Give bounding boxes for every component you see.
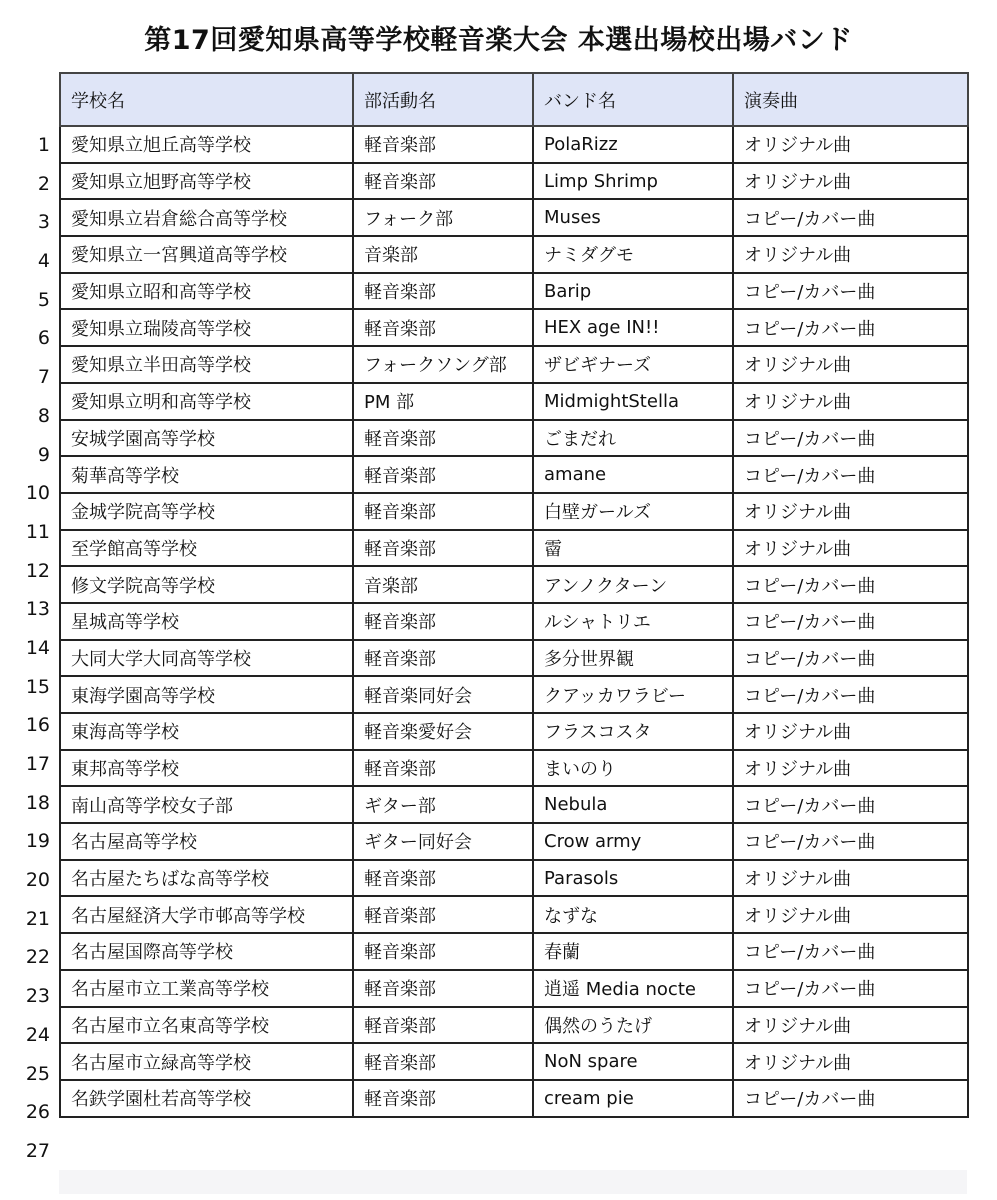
band-cell: Nebula [533,786,733,823]
club-cell: 軽音楽部 [353,970,533,1007]
table-row [60,309,968,346]
school-cell: 愛知県立一宮興道高等学校 [60,236,353,273]
school-cell: 名古屋たちばな高等学校 [60,860,353,897]
song-cell: コピー/カバー曲 [733,823,968,860]
row-number: 4 [37,250,50,273]
table-row [60,860,968,897]
table-row [60,786,968,823]
band-cell: cream pie [533,1080,733,1117]
row-number: 23 [25,985,50,1008]
song-cell: コピー/カバー曲 [733,676,968,713]
row-number: 27 [25,1139,50,1162]
school-cell: 安城学園高等学校 [60,420,353,457]
song-cell: オリジナル曲 [733,236,968,273]
song-cell: オリジナル曲 [733,896,968,933]
band-cell: クアッカワラビー [533,676,733,713]
song-cell: オリジナル曲 [733,750,968,787]
row-number: 19 [25,830,50,853]
school-cell: 星城高等学校 [60,603,353,640]
song-cell: コピー/カバー曲 [733,420,968,457]
band-cell: PolaRizz [533,126,733,163]
table-row [60,493,968,530]
club-cell: 軽音楽愛好会 [353,713,533,750]
band-cell: NoN spare [533,1043,733,1080]
club-cell: 軽音楽部 [353,456,533,493]
band-cell: 逍遥 Media nocte [533,970,733,1007]
footer-strip [59,1170,967,1194]
song-cell: オリジナル曲 [733,1007,968,1044]
song-cell: オリジナル曲 [733,163,968,200]
column-header-band: バンド名 [533,73,733,126]
table-row [60,603,968,640]
row-number: 22 [25,946,50,969]
table-row [60,346,968,383]
school-cell: 愛知県立旭野高等学校 [60,163,353,200]
club-cell: 軽音楽部 [353,1043,533,1080]
band-cell: フラスコスタ [533,713,733,750]
band-cell: Muses [533,199,733,236]
column-header-club: 部活動名 [353,73,533,126]
row-number: 21 [25,907,50,930]
table-row [60,933,968,970]
club-cell: 軽音楽部 [353,309,533,346]
school-cell: 名古屋市立緑高等学校 [60,1043,353,1080]
table-row [60,163,968,200]
song-cell: コピー/カバー曲 [733,199,968,236]
row-number: 8 [37,404,50,427]
school-cell: 名古屋市立名東高等学校 [60,1007,353,1044]
table-row [60,750,968,787]
row-number: 7 [37,366,50,389]
row-number: 12 [25,559,50,582]
song-cell: コピー/カバー曲 [733,603,968,640]
row-number: 1 [37,134,50,156]
song-cell: コピー/カバー曲 [733,273,968,310]
club-cell: 軽音楽部 [353,420,533,457]
row-number: 9 [37,443,50,466]
school-cell: 愛知県立岩倉総合高等学校 [60,199,353,236]
band-cell: まいのり [533,750,733,787]
column-header-song: 演奏曲 [733,73,968,126]
club-cell: ギター部 [353,786,533,823]
band-cell: 偶然のうたげ [533,1007,733,1044]
band-cell: 春蘭 [533,933,733,970]
column-header-school: 学校名 [60,73,353,126]
school-cell: 名古屋市立工業高等学校 [60,970,353,1007]
table-row [60,1080,968,1117]
club-cell: 音楽部 [353,236,533,273]
school-cell: 愛知県立旭丘高等学校 [60,126,353,163]
club-cell: 軽音楽部 [353,530,533,567]
page-title: 第17回愛知県高等学校軽音楽大会 本選出場校出場バンド [144,25,853,56]
club-cell: 軽音楽部 [353,163,533,200]
club-cell: 軽音楽部 [353,860,533,897]
row-number: 11 [25,520,50,543]
band-cell: Parasols [533,860,733,897]
row-number: 25 [25,1062,50,1085]
school-cell: 東海高等学校 [60,713,353,750]
club-cell: フォークソング部 [353,346,533,383]
song-cell: コピー/カバー曲 [733,456,968,493]
band-cell: 白壁ガールズ [533,493,733,530]
row-number: 20 [25,869,50,892]
song-cell: コピー/カバー曲 [733,933,968,970]
row-number: 17 [25,753,50,775]
school-cell: 東邦高等学校 [60,750,353,787]
school-cell: 修文学院高等学校 [60,566,353,603]
school-cell: 南山高等学校女子部 [60,786,353,823]
row-number: 5 [37,288,50,311]
song-cell: オリジナル曲 [733,346,968,383]
table-row [60,823,968,860]
band-cell: HEX age IN!! [533,309,733,346]
school-cell: 愛知県立昭和高等学校 [60,273,353,310]
song-cell: コピー/カバー曲 [733,786,968,823]
school-cell: 愛知県立瑞陵高等学校 [60,309,353,346]
bands-table [59,72,969,1118]
band-cell: 多分世界観 [533,640,733,677]
song-cell: オリジナル曲 [733,493,968,530]
club-cell: 軽音楽部 [353,603,533,640]
row-number-column [0,126,54,1171]
band-cell: 霤 [533,530,733,567]
club-cell: 軽音楽部 [353,640,533,677]
table-row [60,1043,968,1080]
song-cell: コピー/カバー曲 [733,1080,968,1117]
table-row [60,273,968,310]
band-cell: ごまだれ [533,420,733,457]
school-cell: 金城学院高等学校 [60,493,353,530]
song-cell: コピー/カバー曲 [733,640,968,677]
song-cell: コピー/カバー曲 [733,970,968,1007]
row-number: 6 [37,327,50,350]
school-cell: 至学館高等学校 [60,530,353,567]
table-row [60,970,968,1007]
band-cell: ナミダグモ [533,236,733,273]
club-cell: 音楽部 [353,566,533,603]
band-cell: なずな [533,896,733,933]
table-row [60,640,968,677]
song-cell: オリジナル曲 [733,383,968,420]
row-number: 16 [25,714,50,737]
band-cell: amane [533,456,733,493]
table-row [60,199,968,236]
table-row [60,713,968,750]
band-cell: ザビギナーズ [533,346,733,383]
club-cell: 軽音楽部 [353,1080,533,1117]
table-row [60,383,968,420]
club-cell: 軽音楽部 [353,750,533,787]
club-cell: 軽音楽部 [353,493,533,530]
band-cell: Limp Shrimp [533,163,733,200]
song-cell: オリジナル曲 [733,530,968,567]
table-row [60,236,968,273]
row-number: 18 [25,791,50,814]
club-cell: フォーク部 [353,199,533,236]
club-cell: 軽音楽部 [353,126,533,163]
table-row [60,126,968,163]
row-number: 3 [37,211,50,234]
table-row [60,566,968,603]
song-cell: コピー/カバー曲 [733,566,968,603]
band-cell: MidmightStella [533,383,733,420]
school-cell: 名鉄学園杜若高等学校 [60,1080,353,1117]
school-cell: 愛知県立半田高等学校 [60,346,353,383]
song-cell: オリジナル曲 [733,860,968,897]
school-cell: 大同大学大同高等学校 [60,640,353,677]
club-cell: 軽音楽部 [353,933,533,970]
band-cell: Crow army [533,823,733,860]
band-cell: ルシャトリエ [533,603,733,640]
table-row [60,456,968,493]
row-number: 24 [25,1023,50,1046]
club-cell: 軽音楽部 [353,896,533,933]
table-row [60,1007,968,1044]
row-number: 26 [25,1101,50,1124]
school-cell: 菊華高等学校 [60,456,353,493]
school-cell: 東海学園高等学校 [60,676,353,713]
table-row [60,420,968,457]
row-number: 13 [25,598,50,621]
school-cell: 名古屋経済大学市邨高等学校 [60,896,353,933]
school-cell: 愛知県立明和高等学校 [60,383,353,420]
song-cell: オリジナル曲 [733,126,968,163]
club-cell: 軽音楽同好会 [353,676,533,713]
school-cell: 名古屋高等学校 [60,823,353,860]
song-cell: コピー/カバー曲 [733,309,968,346]
school-cell: 名古屋国際高等学校 [60,933,353,970]
club-cell: 軽音楽部 [353,1007,533,1044]
club-cell: PM 部 [353,383,533,420]
table-row [60,676,968,713]
row-number: 14 [25,636,50,659]
row-number: 10 [25,482,50,505]
song-cell: オリジナル曲 [733,713,968,750]
band-cell: アンノクターン [533,566,733,603]
club-cell: 軽音楽部 [353,273,533,310]
row-number: 15 [25,675,50,698]
table-row [60,530,968,567]
table-header-row [60,73,968,126]
row-number: 2 [37,172,50,195]
table-row [60,896,968,933]
song-cell: オリジナル曲 [733,1043,968,1080]
club-cell: ギター同好会 [353,823,533,860]
band-cell: Barip [533,273,733,310]
